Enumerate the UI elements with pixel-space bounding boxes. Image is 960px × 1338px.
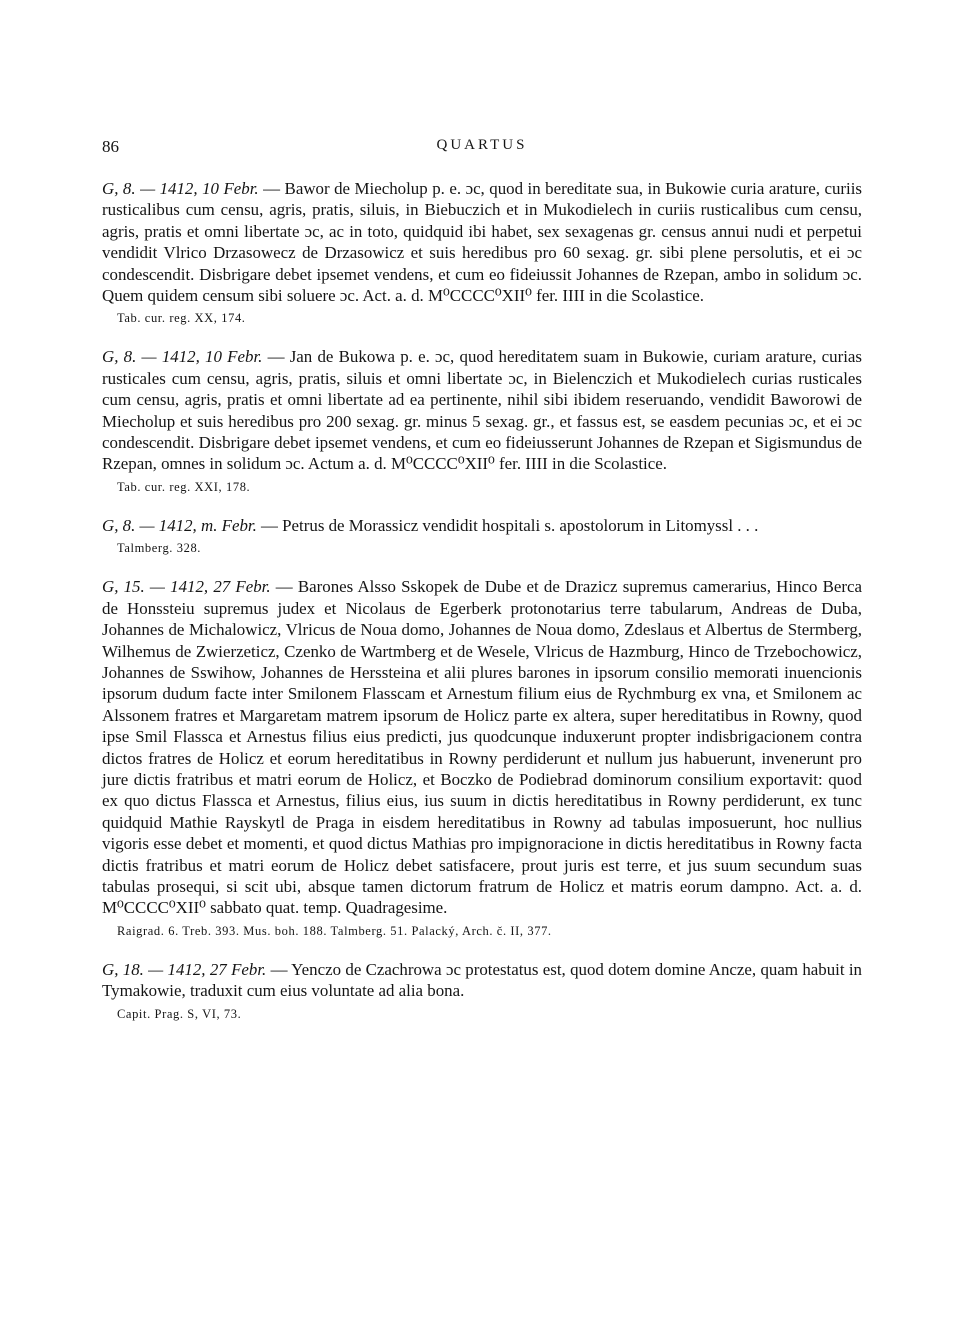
- entry-4: [102, 576, 862, 940]
- entry-paragraph: [102, 959, 862, 1002]
- entry-5: [102, 959, 862, 1023]
- entry-heading: G, 8. — 1412, m. Febr.: [102, 515, 257, 535]
- source-citation: Talmberg. 328.: [117, 541, 202, 556]
- running-title: QUARTUS: [436, 137, 528, 153]
- entry-heading: G, 15. — 1412, 27 Febr.: [102, 577, 271, 597]
- source-citation: Tab. cur. reg. XXI, 178.: [117, 479, 251, 494]
- source-citation: Raigrad. 6. Treb. 393. Mus. boh. 188. Talmberg. 51. Palacký, Arch. č. II, 377.: [117, 923, 552, 938]
- source-citation: Tab. cur. reg. XX, 174.: [117, 311, 246, 326]
- page-header: [102, 137, 862, 161]
- entry-2: [102, 346, 862, 495]
- entry-heading: G, 18. — 1412, 27 Febr.: [102, 959, 267, 979]
- entry-paragraph: [102, 515, 862, 536]
- entry-1: [102, 178, 862, 327]
- entry-body: — Petrus de Morassicz vendidit hospitali s. apostolorum in Litomyssl . . .: [256, 515, 759, 535]
- source-citation: Capit. Prag. S, VI, 73.: [117, 1006, 242, 1021]
- main-text: [102, 178, 862, 1042]
- entry-body: — Barones Alsso Sskopek de Dube et de Drazicz supremus camerarius, Hinco Berca de Honssteiu supremus judex et Nicolaus de Egerberk protonotarius terre tabularum, Andreas de Duba, Johannes de Michalowicz, Vlricus de Noua domo, Johannes de Noua domo, Zdeslaus et Albertus de Stermberg, Wilhemus de Zwierzeticz, Czenko de Wartmberg et de Wesele, Vlricus de Hazmburg, Hinco de Trzebochowicz, Johannes de Sswihow, Johannes de Herssteina et alii plures barones in ipsorum consilio memorati inuencionis ipsorum dudum facte inter Smilonem Flasscam et Arnestum filium eius de Rychmburg ex vna, et Smilonem ac Alssonem fratres et Margaretam matrem ipsorum de Holicz parte ex altera, super hereditatibus in Rowny, quod ipse Smil Flassca et Arnestus filius eius predicti, jus quodcunque induxerunt propter indisbrigacionem contra dictos fratres de Holicz et eorum hereditatibus in Rowny perdiderunt et nullum jus habuerunt, invenerunt pro jure dictis fratribus et matri eorum de Holicz, et Boczko de Podiebrad dominorum consilium exportavit: quod ex quo dictus Flassca et Arnestus, filius eius, ius suum in dictis hereditatibus in Rowny perdiderunt, ex tunc quidquid Mathie Rayskytl de Praga in eisdem hereditatibus in Rowny ad tabulas imposuerunt, hoc nullius vigoris esse debet et momenti, et quod dictus Mathias pro impignoracione in dictis hereditatibus in Rowny facta dictis fratribus et matri eorum de Holicz debet satisfacere, prout juris est terre, et jus suum secundum suas tabulas prosequi, si scit ubi, absque tamen dictorum fratrum de Holicz et matris eorum dampno. Act. a. d. M⁰CCCC⁰XII⁰ sabbato quat. temp. Quadragesime.: [102, 577, 862, 918]
- entry-paragraph: [102, 346, 862, 474]
- entry-heading: G, 8. — 1412, 10 Febr.: [102, 347, 263, 367]
- entry-3: [102, 515, 862, 557]
- entry-heading: G, 8. — 1412, 10 Febr.: [102, 179, 259, 198]
- page-number: 86: [102, 137, 119, 156]
- entry-paragraph: [102, 178, 862, 306]
- entry-body: — Bawor de Miecholup p. e. ɔc, quod in bereditate sua, in Bukowie curia arature, curiis rusticalibus cum censu, agris, pratis, siluis, in Biebuczich et in Mukodielech in curiis rusticalibus cum censu, agris, pratis et omni libertate ɔc, ac in toto, quidquid ibi habet, sex sexagenas gr. census annui nudi et perpetui vendidit Vlrico Drzasowecz de Drzasowicz et suis heredibus pro 60 sexag. gr. sibi plene persolutis, et ei ɔc condescendit. Disbrigare debet ipsemet vendens, et cum eo fideiussit Johannes de Rzepan, ambo in solidum ɔc. Quem quidem censum sibi soluere ɔc. Act. a. d. M⁰CCCC⁰XII⁰ fer. IIII in die Scolastice.: [102, 179, 862, 306]
- entry-body: — Jan de Bukowa p. e. ɔc, quod hereditatem suam in Bukowie, curiam arature, curias rusticales cum censu, agris, pratis, siluis et omni libertate ɔc, in Bielenczich et Mukodielech curias rusticales cum censu, agris, pratis et omni libertate ad ea pertinente, nihil sibi ibidem reseruando, vendidit Baworowi de Miecholup et suis heredibus pro 200 sexag. gr. minus 5 sexag. gr., et fassus est, se easdem pecunias ɔc, et ei ɔc condescendit. Disbrigare debet ipsemet vendens, et cum eo fideiusserunt Johannes de Rzepan et Sigismundus de Rzepan, omnes in solidum ɔc. Actum a. d. M⁰CCCC⁰XII⁰ fer. IIII in die Scolastice.: [102, 347, 862, 474]
- entry-paragraph: [102, 576, 862, 919]
- entry-body: — Yenczo de Czachrowa ɔc protestatus est, quod dotem domine Ancze, quam habuit in Tymakowie, traduxit cum eius voluntate ad alia bona.: [102, 959, 862, 1001]
